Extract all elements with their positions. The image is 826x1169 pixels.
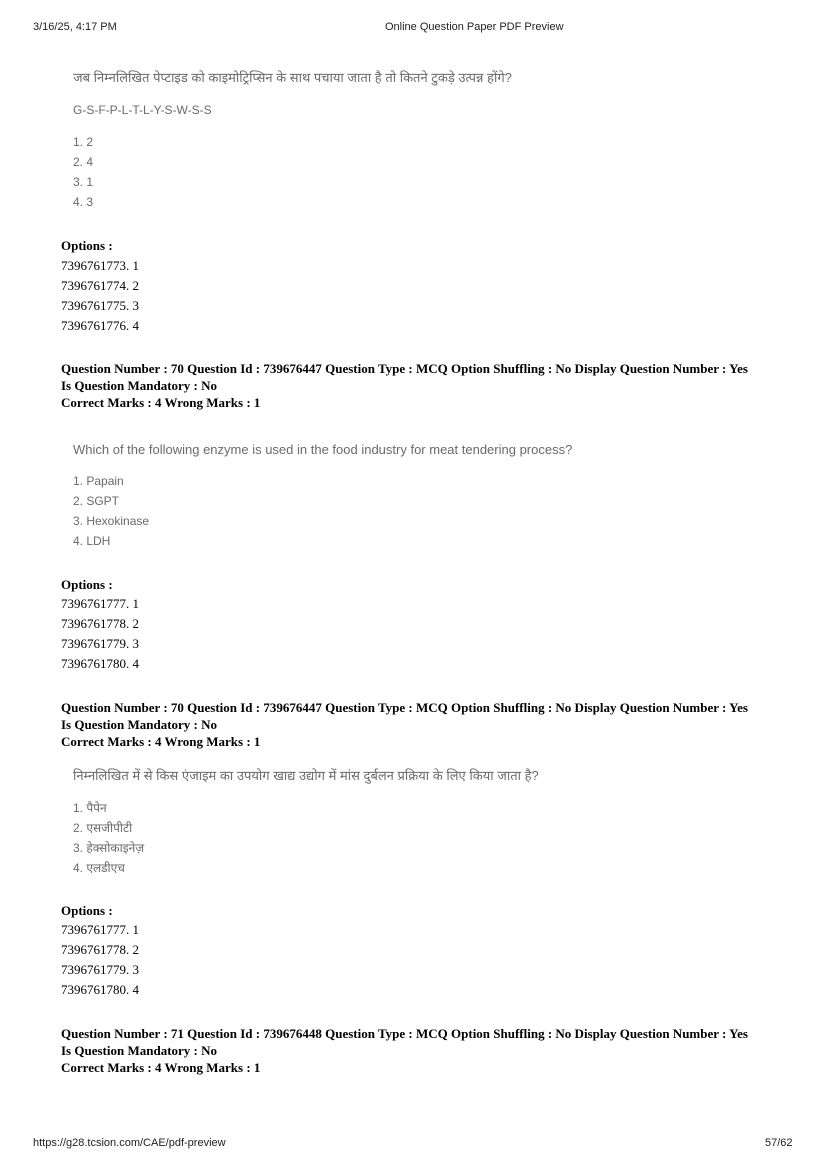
- options-heading: Options :: [61, 903, 113, 918]
- page-url[interactable]: https://g28.tcsion.com/CAE/pdf-preview: [33, 1137, 226, 1149]
- question-image: [73, 442, 572, 551]
- question-marks: Correct Marks : 4 Wrong Marks : 1: [61, 395, 261, 410]
- choice-item: 3. Hexokinase: [73, 514, 150, 528]
- choice-item: 3. 1: [73, 175, 94, 189]
- question-meta: [61, 699, 781, 750]
- option-line: 7396761774. 2: [61, 278, 139, 293]
- option-line: 7396761780. 4: [61, 656, 139, 671]
- option-line: 7396761778. 2: [61, 616, 139, 631]
- option-line: 7396761779. 3: [61, 636, 139, 651]
- option-line: 7396761775. 3: [61, 298, 139, 313]
- option-line: 7396761777. 1: [61, 596, 139, 611]
- choice-item: 1. 2: [73, 135, 94, 149]
- peptide-sequence: G-S-F-P-L-T-L-Y-S-W-S-S: [73, 103, 212, 117]
- question-mandatory: Is Question Mandatory : No: [61, 1043, 218, 1058]
- page-title: Online Question Paper PDF Preview: [385, 21, 564, 33]
- option-line: 7396761779. 3: [61, 962, 139, 977]
- question-mandatory: Is Question Mandatory : No: [61, 717, 218, 732]
- question-mandatory: Is Question Mandatory : No: [61, 378, 218, 393]
- question-meta: [61, 1025, 781, 1076]
- choice-item: 1. Papain: [73, 474, 124, 488]
- question-marks: Correct Marks : 4 Wrong Marks : 1: [61, 734, 261, 749]
- option-line: 7396761773. 1: [61, 258, 139, 273]
- options-heading: Options :: [61, 238, 113, 253]
- option-line: 7396761778. 2: [61, 942, 139, 957]
- question-meta: [61, 360, 781, 411]
- choice-item: 4. 3: [73, 195, 94, 209]
- choice-item: 2. 4: [73, 155, 94, 169]
- option-line: 7396761776. 4: [61, 318, 139, 333]
- choice-item: 1. पैपेन: [73, 801, 107, 815]
- choice-item: 2. SGPT: [73, 494, 120, 508]
- question-meta-line: Question Number : 70 Question Id : 739676447 Question Type : MCQ Option Shuffling : No Display Question Number : Yes: [61, 361, 748, 376]
- question-text: निम्नलिखित में से किस एंजाइम का उपयोग खाद्य उद्योग में मांस दुर्बलन प्रक्रिया के लिए किया जाता है?: [73, 768, 539, 783]
- question-meta-line: Question Number : 71 Question Id : 739676448 Question Type : MCQ Option Shuffling : No Display Question Number : Yes: [61, 1026, 748, 1041]
- question-meta-line: Question Number : 70 Question Id : 739676447 Question Type : MCQ Option Shuffling : No Display Question Number : Yes: [61, 700, 748, 715]
- choice-item: 3. हेक्सोकाइनेज़: [73, 841, 145, 855]
- question-text: जब निम्नलिखित पेप्टाइड को काइमोट्रिप्सिन के साथ पचाया जाता है तो कितने टुकड़े उत्पन्न होंगे?: [73, 70, 512, 85]
- option-line: 7396761777. 1: [61, 922, 139, 937]
- question-marks: Correct Marks : 4 Wrong Marks : 1: [61, 1060, 261, 1075]
- question-image: [73, 68, 512, 212]
- choice-item: 4. LDH: [73, 534, 111, 548]
- option-line: 7396761780. 4: [61, 982, 139, 997]
- choice-item: 4. एलडीएच: [73, 861, 125, 875]
- question-text: Which of the following enzyme is used in the food industry for meat tendering process?: [73, 442, 573, 457]
- page-number: 57/62: [765, 1137, 793, 1149]
- print-datetime: 3/16/25, 4:17 PM: [33, 21, 117, 33]
- question-image: [73, 766, 539, 878]
- options-heading: Options :: [61, 577, 113, 592]
- choice-item: 2. एसजीपीटी: [73, 821, 133, 835]
